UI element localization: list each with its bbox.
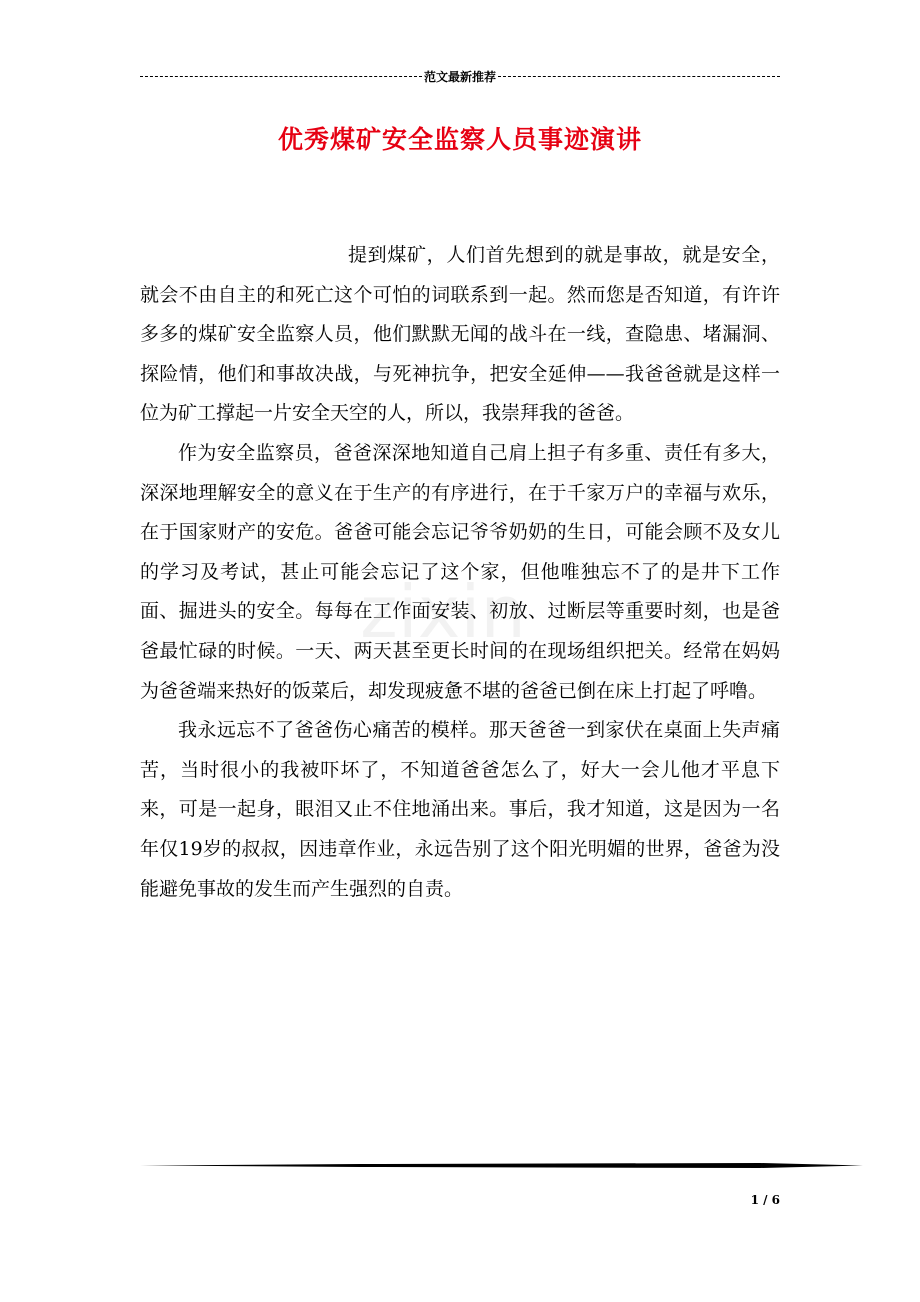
paragraph-3: 我永远忘不了爸爸伤心痛苦的模样。那天爸爸一到家伏在桌面上失声痛苦，当时很小的我被吓坏了，不知道爸爸怎么了，好大一会儿他才平息下来，可是一起身，眼泪又止不住地涌出来。事后，我才知道，这是因为一名年仅19岁的叔叔，因违章作业，永远告别了这个阳光明媚的世界，爸爸为没能避免事故的发生而产生强烈的自责。 [140,719,780,900]
watermark: zixin [360,570,527,654]
document-title: 优秀煤矿安全监察人员事迹演讲 [277,125,642,154]
document-body [140,236,780,909]
paragraph-2: 作为安全监察员，爸爸深深地知道自己肩上担子有多重、责任有多大，深深地理解安全的意义在于生产的有序进行，在于千家万户的幸福与欢乐，在于国家财产的安危。爸爸可能会忘记爷爷奶奶的生日，可能会顾不及女儿的学习及考试，甚止可能会忘记了这个家，但他唯独忘不了的是井下工作面、掘进头的安全。每每在工作面安装、初放、过断层等重要时刻，也是爸爸最忙碌的时候。一天、两天甚至更长时间的在现场组织把关。经常在妈妈为爸爸端来热好的饭菜后，却发现疲惫不堪的爸爸已倒在床上打起了呼噜。 [140,441,780,702]
footer-rule [140,1163,863,1168]
paragraph-1: 提到煤矿，人们首先想到的就是事故，就是安全，就会不由自主的和死亡这个可怕的词联系到一起。然而您是否知道，有许许多多的煤矿安全监察人员，他们默默无闻的战斗在一线，查隐患、堵漏洞、探险情，他们和事故决战，与死神抗争，把安全延伸——我爸爸就是这样一位为矿工撑起一片安全天空的人，所以，我崇拜我的爸爸。 [140,244,780,425]
page-header [140,66,780,86]
header-dashes-right [498,76,780,77]
header-label: 范文最新推荐 [424,69,497,84]
header-dashes-left [140,76,422,77]
page-number: 1 / 6 [750,1193,780,1207]
